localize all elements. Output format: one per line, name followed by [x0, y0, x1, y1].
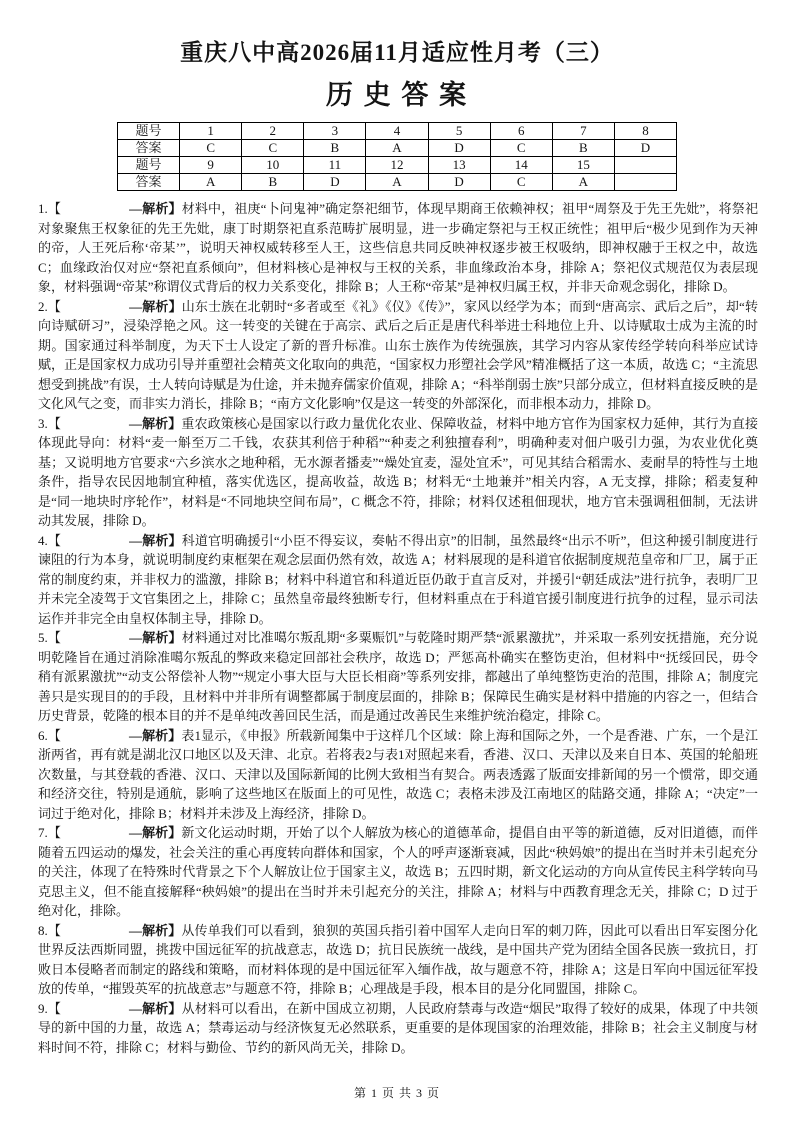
- explanation-number: 4.【: [38, 532, 62, 548]
- explanation-item: [38, 414, 758, 531]
- explanation-item: [38, 726, 758, 824]
- answer-cell: D: [614, 140, 676, 157]
- answer-cell: C: [490, 174, 552, 191]
- answer-cell: 15: [552, 157, 614, 174]
- explanation-marker: —解析】: [128, 415, 182, 431]
- answer-cell: D: [304, 174, 366, 191]
- answer-cell: 13: [428, 157, 490, 174]
- answer-cell: 14: [490, 157, 552, 174]
- explanations-section: [38, 199, 758, 1057]
- answer-cell: A: [180, 174, 242, 191]
- row-label-cell: 题号: [118, 157, 180, 174]
- answer-cell: C: [242, 140, 304, 157]
- explanation-item: [38, 628, 758, 726]
- explanation-number: 1.【: [38, 201, 62, 216]
- subject-answer-heading: 历 史 答 案: [325, 80, 469, 110]
- answer-key-table: [117, 122, 677, 191]
- explanation-marker: —解析】: [129, 532, 182, 548]
- answer-table-row: [118, 157, 677, 174]
- answer-cell: 4: [366, 123, 428, 140]
- answer-cell: A: [366, 140, 428, 157]
- explanation-text: 新文化运动时期，开始了以个人解放为核心的道德革命，提倡自由平等的新道德，反对旧道德，而伴随着五四运动的爆发，社会关注的重心再度转向群体和国家，个人的呼声逐渐衰减，因此“秧妈娘”的提出在当时并未引起充分的关注，体现了在特殊时代背景之下个人解放让位于国家主义，故选 B；五四时期，新文化运动的方向从宣传民主科学转向马克思主义，但不能直接解释“秧妈娘”的提出在当时并未引起充分的关注，排除 A；材料与中西教育理念无关，排除 C；D 过于绝对化，排除。: [38, 825, 758, 918]
- answer-cell: C: [490, 140, 552, 157]
- answer-cell: D: [428, 140, 490, 157]
- answer-cell: 5: [428, 123, 490, 140]
- answer-cell: 7: [552, 123, 614, 140]
- explanation-text: 表1显示，《申报》所载新闻集中于这样几个区域：除上海和国际之外，一个是香港、广东，一个是江浙两省，再有就是湖北汉口地区以及天津、北京。若将表2与表1对照起来看，香港、汉口、天津以及来自日本、英国的轮船班次数量，与其登载的香港、汉口、天津以及国际新闻的比例大致相当有契合。两表透露了版面安排新闻的另一个惯常，即交通和经济交往，特别是通航，影响了这些地区在版面上的可见性，故选 C；表格未涉及江南地区的陆路交通，排除 A；“决定”一词过于绝对化，排除 B；材料并未涉及上海经济，排除 D。: [38, 727, 758, 821]
- explanation-number: 7.【: [38, 825, 61, 840]
- explanation-number: 9.【: [38, 1000, 62, 1016]
- explanation-marker: —解析】: [129, 1000, 182, 1016]
- explanation-item: [38, 297, 758, 414]
- explanation-marker: —解析】: [128, 825, 182, 840]
- page-number-footer: 第 1 页 共 3 页: [353, 1086, 440, 1100]
- explanation-text: 山东士族在北朝时“多者或至《礼》《仪》《传》”，家风以经学为本；而到“唐高宗、武后之后”，却“转向诗赋研习”，浸染浮艳之风。这一转变的关键在于高宗、武后之后正是唐代科举进士科地位上升、以诗赋取士成为主流的时期。国家通过科举制度，为天下士人设定了新的晋升标准。山东士族作为传统强族，其学习内容从家传经学转向科举应试诗赋，正是国家权力成功引导并重塑社会精英文化取向的典范，“国家权力形塑社会学风”精准概括了这一本质，故选 C；“主流思想受到挑战”有误，士人转向诗赋是为仕途，并未抛弃儒家价值观，排除 A；“科举削弱士族”只部分成立，但材料直接反映的是文化风气之变，而非实力消长，排除 B；“南方文化影响”仅是这一转变的外部深化，而非根本动力，排除 D。: [38, 298, 758, 411]
- explanation-marker: —解析】: [128, 727, 182, 743]
- explanation-item: [38, 823, 758, 921]
- answer-cell: B: [304, 140, 366, 157]
- answer-cell: C: [180, 140, 242, 157]
- explanation-text: 科道官明确援引“小臣不得妄议，奏帖不得出京”的旧制，虽然最终“出示不听”，但这种援引制度进行谏阻的行为本身，就说明制度约束框架在观念层面仍然有效，故选 A；材料展现的是科道官依据制度规范皇帝和厂卫，属于正常的制度约束，并非权力的滥激，排除 B；材料中科道官和科道近臣仍敢于直言反对，并援引“朝廷成法”进行抗争，表明厂卫并未完全凌驾于文官集团之上，排除 C；虽然皇帝最终独断专行，但材料重点在于科道官援引制度进行抗争的过程，显示司法运作并非完全由皇权体制主导，排除 D。: [38, 532, 758, 626]
- explanation-marker: —解析】: [129, 298, 182, 314]
- explanation-item: [38, 921, 758, 999]
- explanation-text: 从材料可以看出，在新中国成立初期，人民政府禁毒与改造“烟民”取得了较好的成果，体现了中共领导的新中国的力量，故选 A；禁毒运动与经济恢复无必然联系，更重要的是体现国家的治理效能，排除 B；社会主义制度与材料时间不符，排除 C；材料与勤俭、节约的新风尚无关，排除 D。: [38, 1000, 758, 1055]
- answer-cell: 9: [180, 157, 242, 174]
- answer-cell: A: [552, 174, 614, 191]
- answer-cell: 11: [304, 157, 366, 174]
- explanation-item: [38, 199, 758, 297]
- explanation-item: [38, 531, 758, 629]
- answer-cell: B: [552, 140, 614, 157]
- explanation-text: 重农政策核心是国家以行政力量优化农业、保障收益，材料中地方官作为国家权力延伸，其行为直接体现此导向：材料“麦一斛至万二千钱，农获其利倍于种稻”“种麦之利独擅春利”，明确种麦对佃户吸引力强，为农业优化奠基；又说明地方官要求“六乡滨水之地种稻，无水源者播麦”“燥处宜麦，湿处宜禾”，可见其结合稻需水、麦耐旱的特性与土地条件，指导农民因地制宜种植，落实优选区，提高收益，故选 B；材料无“土地兼并”相关内容，A 无支撑，排除；稻麦复种是“同一地块时序轮作”，材料是“不同地块空间布局”，C 概念不符，排除；材料仅述租佃现状，地方官未强调租佃制，无法讲动其发展，排除 D。: [38, 415, 758, 528]
- explanation-number: 8.【: [38, 922, 61, 938]
- answer-cell: [614, 174, 676, 191]
- answer-cell: 8: [614, 123, 676, 140]
- exam-title: 重庆八中高2026届11月适应性月考（三）: [180, 40, 614, 65]
- answer-cell: 6: [490, 123, 552, 140]
- explanation-number: 3.【: [38, 415, 61, 431]
- explanation-text: 材料通过对比准噶尔叛乱期“多粟赈饥”与乾隆时期严禁“派累激扰”，并采取一系列安抚措施，充分说明乾隆旨在通过消除准噶尔叛乱的弊政来稳定回部社会秩序，故选 D；严惩高朴确实在整饬吏治，但材料中“抚绥回民，毋令稍有派累激扰”“动支公帑偿补人物”“规定小事大臣与大臣长相商”等系列安排，都越出了单纯整饬吏治的范围，排除 A；制度完善只是实现目的的手段，且材料中并非所有调整都属于制度层面的，排除 B；保障民生确实是材料中措施的内容之一，但结合历史背景，乾隆的根本目的并不是单纯改善回民生活，而是通过改善民生来维护统治稳定，排除 C。: [38, 630, 758, 723]
- row-label-cell: 答案: [118, 174, 180, 191]
- answer-cell: [614, 157, 676, 174]
- answer-table-row: [118, 174, 677, 191]
- explanation-number: 2.【: [38, 298, 62, 314]
- explanation-marker: —解析】: [129, 201, 182, 216]
- answer-cell: A: [366, 174, 428, 191]
- explanation-text: 从传单我们可以看到，狼狈的英国兵指引着中国军人走向日军的刺刀阵，因此可以看出日军妄图分化世界反法西斯同盟，挑拨中国远征军的抗战意志，故选 D；抗日民族统一战线，是中国共产党为团结全国各民族一致抗日，打败日本侵略者而制定的路线和策略，而材料体现的是中国远征军入缅作战，故与题意不符，排除 A；这是日军向中国远征军投放的传单，“摧毁英军的抗战意志”与题意不符，排除 B；心理战是手段，根本目的是分化同盟国，排除 C。: [38, 922, 758, 996]
- answer-cell: D: [428, 174, 490, 191]
- answer-cell: 12: [366, 157, 428, 174]
- row-label-cell: 题号: [118, 123, 180, 140]
- explanation-number: 6.【: [38, 727, 61, 743]
- answer-table-row: [118, 123, 677, 140]
- answer-cell: 1: [180, 123, 242, 140]
- row-label-cell: 答案: [118, 140, 180, 157]
- explanation-item: [38, 999, 758, 1058]
- answer-cell: B: [242, 174, 304, 191]
- answer-cell: 3: [304, 123, 366, 140]
- answer-cell: 10: [242, 157, 304, 174]
- answer-table-body: [118, 123, 677, 191]
- explanation-text: 材料中，祖庚“卜问鬼神”确定祭祀细节，体现早期商王依赖神权；祖甲“周祭及于先王先妣”，将祭祀对象聚焦王权象征的先王先妣，康丁时期祭祀直系范畴扩展明显，进一步确定祭祀与王权正统性；祖甲后“极少见到作为天神的帝，人王死后称‘帝某’”，说明天神权威转移至人王，这些信息共同反映神权逐步被王权吸纳，即神权融于王权之中，故选 C；血缘政治仅对应“祭祀直系倾向”，但材料核心是神权与王权的关系，非血缘政治本身，排除 A；祭祀仪式规范仅为表层现象，材料强调“帝某”称谓仪式背后的权力关系变化，排除 B；人王称“帝某”是神权归属王权，并非天命观念弱化，排除 D。: [38, 201, 758, 294]
- explanation-marker: —解析】: [128, 922, 182, 938]
- explanation-marker: —解析】: [129, 630, 182, 645]
- answer-cell: 2: [242, 123, 304, 140]
- answer-table-row: [118, 140, 677, 157]
- explanation-number: 5.【: [38, 630, 62, 645]
